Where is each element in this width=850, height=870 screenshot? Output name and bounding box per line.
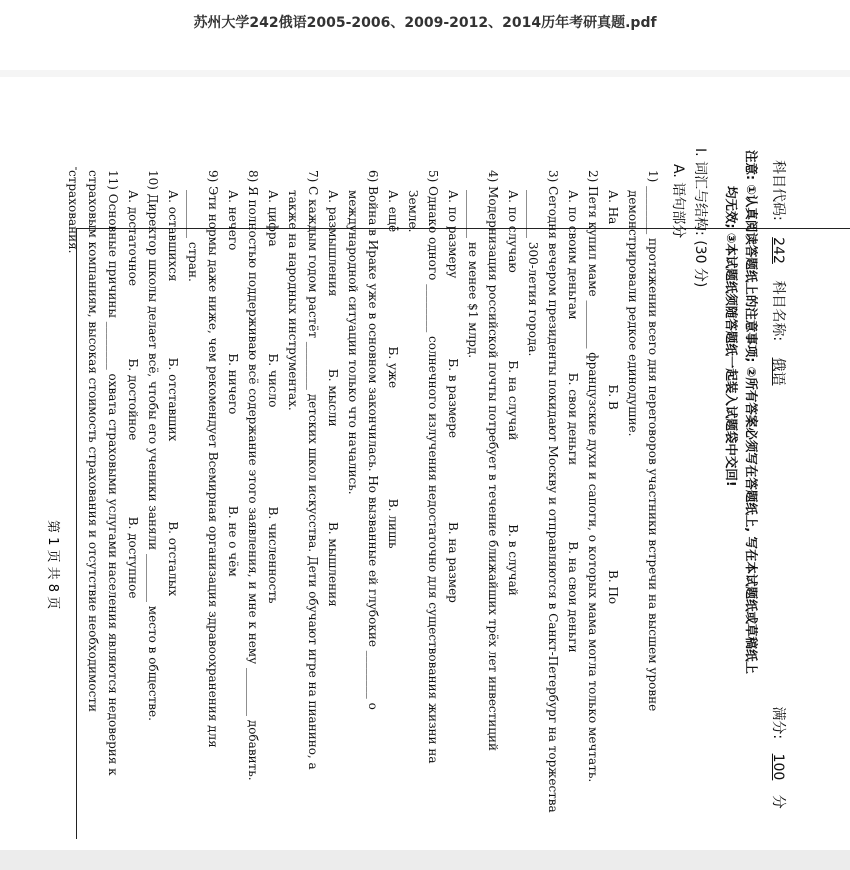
question-line: ________ стран.	[186, 190, 200, 282]
question-line: 9) Эти нормы даже ниже, чем рекомендует Всемирная организация здравоохранения для	[206, 170, 220, 748]
page-footer: 第 1 页 共 8 页	[45, 520, 60, 610]
option-line: А. размышления Б. мысли В. мышления	[326, 190, 340, 607]
question-line: 7) С каждым годом растёт ________ детских школ искусства. Дети обучают игре на пианино, а	[306, 170, 320, 770]
option-line: А. достаточное Б. достойное В. доступное	[126, 190, 140, 599]
question-line: ________ 300-летия города.	[526, 190, 540, 357]
document-title: 苏州大学242俄语2005-2006、2009-2012、2014历年考研真题.pdf	[193, 15, 657, 31]
option-line: А. цифра Б. число В. численность	[266, 190, 280, 604]
option-line: А. по размеру Б. в размере В. на размер	[446, 190, 460, 603]
question-line: 5) Однако одного ________ солнечного излучения недостаточно для существования жизни на	[426, 170, 440, 764]
page-footer-wrap	[44, 520, 64, 640]
code-label: 科目代码:	[770, 160, 786, 221]
score-label: 满分:	[770, 706, 786, 740]
question-line: Земле.	[406, 190, 420, 233]
question-line: 10) Директор школы делает всё, чтобы его ученики заняли ________ место в обществе.	[146, 170, 160, 721]
option-line: А. по случаю Б. на случай В. в случай	[506, 190, 520, 596]
subject-label: 科目名称:	[770, 280, 786, 342]
pdf-title-bar	[0, 0, 850, 70]
question-line: также на народных инструментах.	[286, 190, 300, 411]
section-title: I. 词汇与结构: (30 分)	[692, 148, 708, 288]
question-line: 3) Сегодня вечером президенты покидают Москву и отправляются в Санкт-Петербург на торжества	[546, 170, 560, 813]
question-line: ________ не менее $1 млрд.	[466, 190, 480, 359]
question-line: международной ситуации только что начались.	[346, 190, 360, 495]
exam-header	[771, 160, 785, 809]
notice-line-2: 均无效; ③本试题纸须随答题纸一起装入试题袋中交回!	[724, 186, 739, 487]
question-line: 1) ________ протяжении всего дня переговоров участники встречи на высшем уровне	[646, 170, 660, 712]
option-line: А. по своим деньгам Б. свои деньги В. на свои деньги	[566, 190, 580, 653]
subject-value: 俄语	[770, 357, 786, 386]
question-line: демонстрировали редкое единодушие.	[626, 190, 640, 437]
scanned-exam-page	[65, 148, 786, 813]
question-line: 11) Основные причины ________ охвата страховыми услугами населения являются недоверия к	[106, 170, 120, 776]
notice-line-1: 注意: ①认真阅读答题纸上的注意事项; ②所有答案必须写在答题纸上, 写在本试题纸或草稿纸上	[744, 150, 759, 674]
option-line: А. ещё Б. уже В. лишь	[386, 190, 400, 549]
option-line: А. оставшихся Б. отставших В. отсталых	[166, 190, 180, 597]
option-line: А. нечего Б. ничего В. не о чём	[226, 190, 240, 577]
score-value: 100	[770, 753, 786, 781]
score-unit: 分	[770, 794, 786, 809]
code-value: 242	[770, 237, 786, 264]
question-line: 8) Я полностью поддерживаю всё содержание этого заявления, и мне к нему ________ добавить.	[246, 170, 260, 781]
subsection-title: A. 语句部分	[670, 164, 686, 239]
viewer-bottom-strip	[0, 850, 850, 870]
question-line: страхования.	[66, 170, 80, 254]
question-line: 4) Модернизация российской почты потребует в течение ближайших трёх лет инвестиций	[486, 170, 500, 751]
option-line: А. На Б. В В. По	[606, 190, 620, 605]
question-line: 6) Война в Ираке уже в основном закончилась. Но вызванные ей глубокие ________ о	[366, 170, 380, 710]
question-line: страховым компаниям, высокая стоимость страхования и отсутствие необходимости	[86, 170, 100, 712]
question-line: 2) Петя купил маме ________ французские духи и сапоги, о которых мама могла только мечтать.	[586, 170, 600, 783]
